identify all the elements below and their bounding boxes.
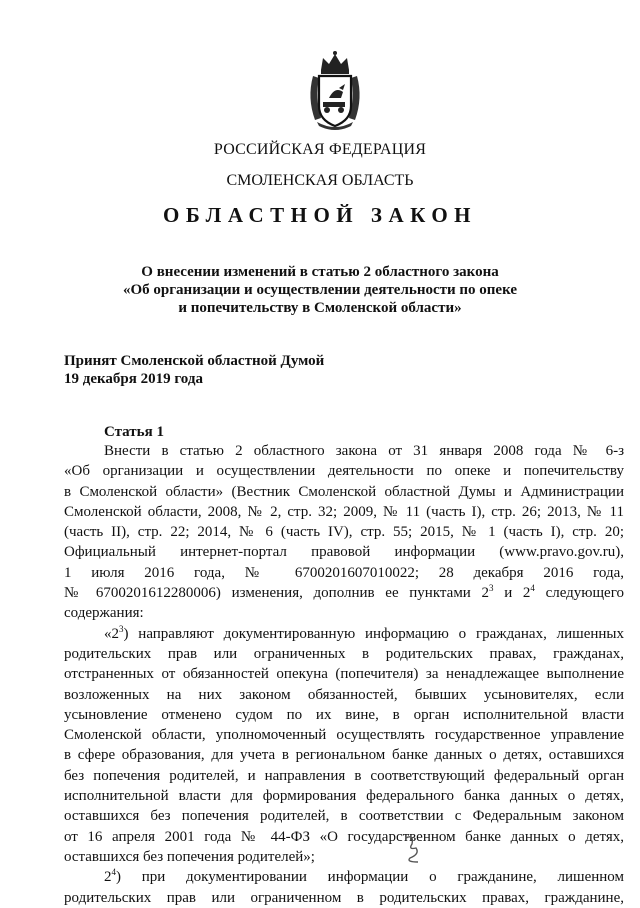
body-line: оставшихся без попечения родителей, в соответствии с Федеральным законом (64, 808, 624, 825)
body-line: родительских прав или ограниченном в родительских правах, гражданине, (64, 889, 624, 906)
body-text: ) при документировании информации о гражданине, лишенном (116, 869, 624, 886)
body-line: Официальный интернет-портал правовой информации (www.pravo.gov.ru), (64, 544, 624, 561)
body-line: родительских прав или ограниченных в родительских правах, гражданах, (64, 645, 624, 662)
body-line (64, 583, 624, 603)
document-type-heading: ОБЛАСТНОЙ ЗАКОН (162, 203, 477, 227)
adoption-info (64, 352, 324, 388)
body-line: в сфере образования, для учета в региональном банке данных о детях, оставшихся (64, 747, 624, 764)
coat-of-arms-emblem (301, 48, 369, 130)
body-text: следующего (534, 585, 624, 602)
body-text: и 2 (493, 585, 531, 602)
body-line: в Смоленской области» (Вестник Смоленской областной Думы и Администрации (64, 483, 624, 500)
body-text: ) направляют документированную информацию о гражданах, лишенных (123, 625, 624, 642)
superscript: 4 (111, 867, 116, 878)
body-line: «Об организации и осуществлении деятельности по опеке и попечительству (64, 463, 624, 480)
law-title (0, 263, 640, 317)
body-text: № 6700201612280006) изменения, дополнив ее пунктами 2 (64, 585, 490, 602)
body-line (64, 867, 624, 887)
body-line: возложенных на них законом обязанностей, бывших усыновителях, если (64, 686, 624, 703)
law-title-line: О внесении изменений в статью 2 областного закона (141, 264, 499, 280)
body-line: Смоленской области, уполномоченный осуществлять государственное управление (64, 727, 624, 744)
superscript: 3 (119, 623, 124, 634)
article-heading: Статья 1 (104, 424, 164, 440)
superscript: 3 (489, 583, 494, 594)
body-text: 2 (104, 869, 112, 886)
body-line: (часть II), стр. 22; 2014, № 6 (часть IV), стр. 55; 2015, № 1 (часть I), стр. 20; (64, 524, 624, 541)
body-line: Внести в статью 2 областного закона от 31 января 2008 года № 6-з (104, 443, 624, 459)
law-title-line: «Об организации и осуществлении деятельности по опеке (122, 282, 517, 298)
body-line (64, 624, 624, 644)
handwritten-mark-icon (402, 834, 424, 864)
adoption-line: Принят Смоленской областной Думой (64, 353, 325, 369)
body-line: исполнительной власти для формирования федерального банка данных о детях, (64, 788, 624, 805)
article-body (64, 441, 624, 908)
adoption-date: 19 декабря 2019 года (64, 371, 203, 387)
body-line: усыновление отменено судом по их вине, в орган исполнительной власти (64, 706, 624, 723)
law-title-line: и попечительству в Смоленской области» (178, 300, 462, 316)
body-line: Смоленской области, 2008, № 2, стр. 32; 2009, № 11 (часть I), стр. 26; 2013, № 11 (64, 503, 624, 520)
body-line: 1 июля 2016 года, № 6700201607010022; 28 декабря 2016 года, (64, 564, 624, 581)
superscript: 4 (530, 583, 535, 594)
body-text: «2 (104, 625, 119, 642)
body-line: содержания: (64, 605, 144, 622)
region-heading: СМОЛЕНСКАЯ ОБЛАСТЬ (226, 172, 414, 189)
body-line: отстраненных от обязанностей опекуна (попечителя) за ненадлежащее выполнение (64, 666, 624, 683)
body-line: от 16 апреля 2001 года № 44-ФЗ «О государственном банке данных о детях, (64, 828, 624, 845)
country-heading: РОССИЙСКАЯ ФЕДЕРАЦИЯ (213, 141, 427, 158)
body-line: оставшихся без попечения родителей»; (64, 848, 315, 865)
body-line: без попечения родителей, и направления в соответствующий федеральный орган (64, 767, 624, 784)
